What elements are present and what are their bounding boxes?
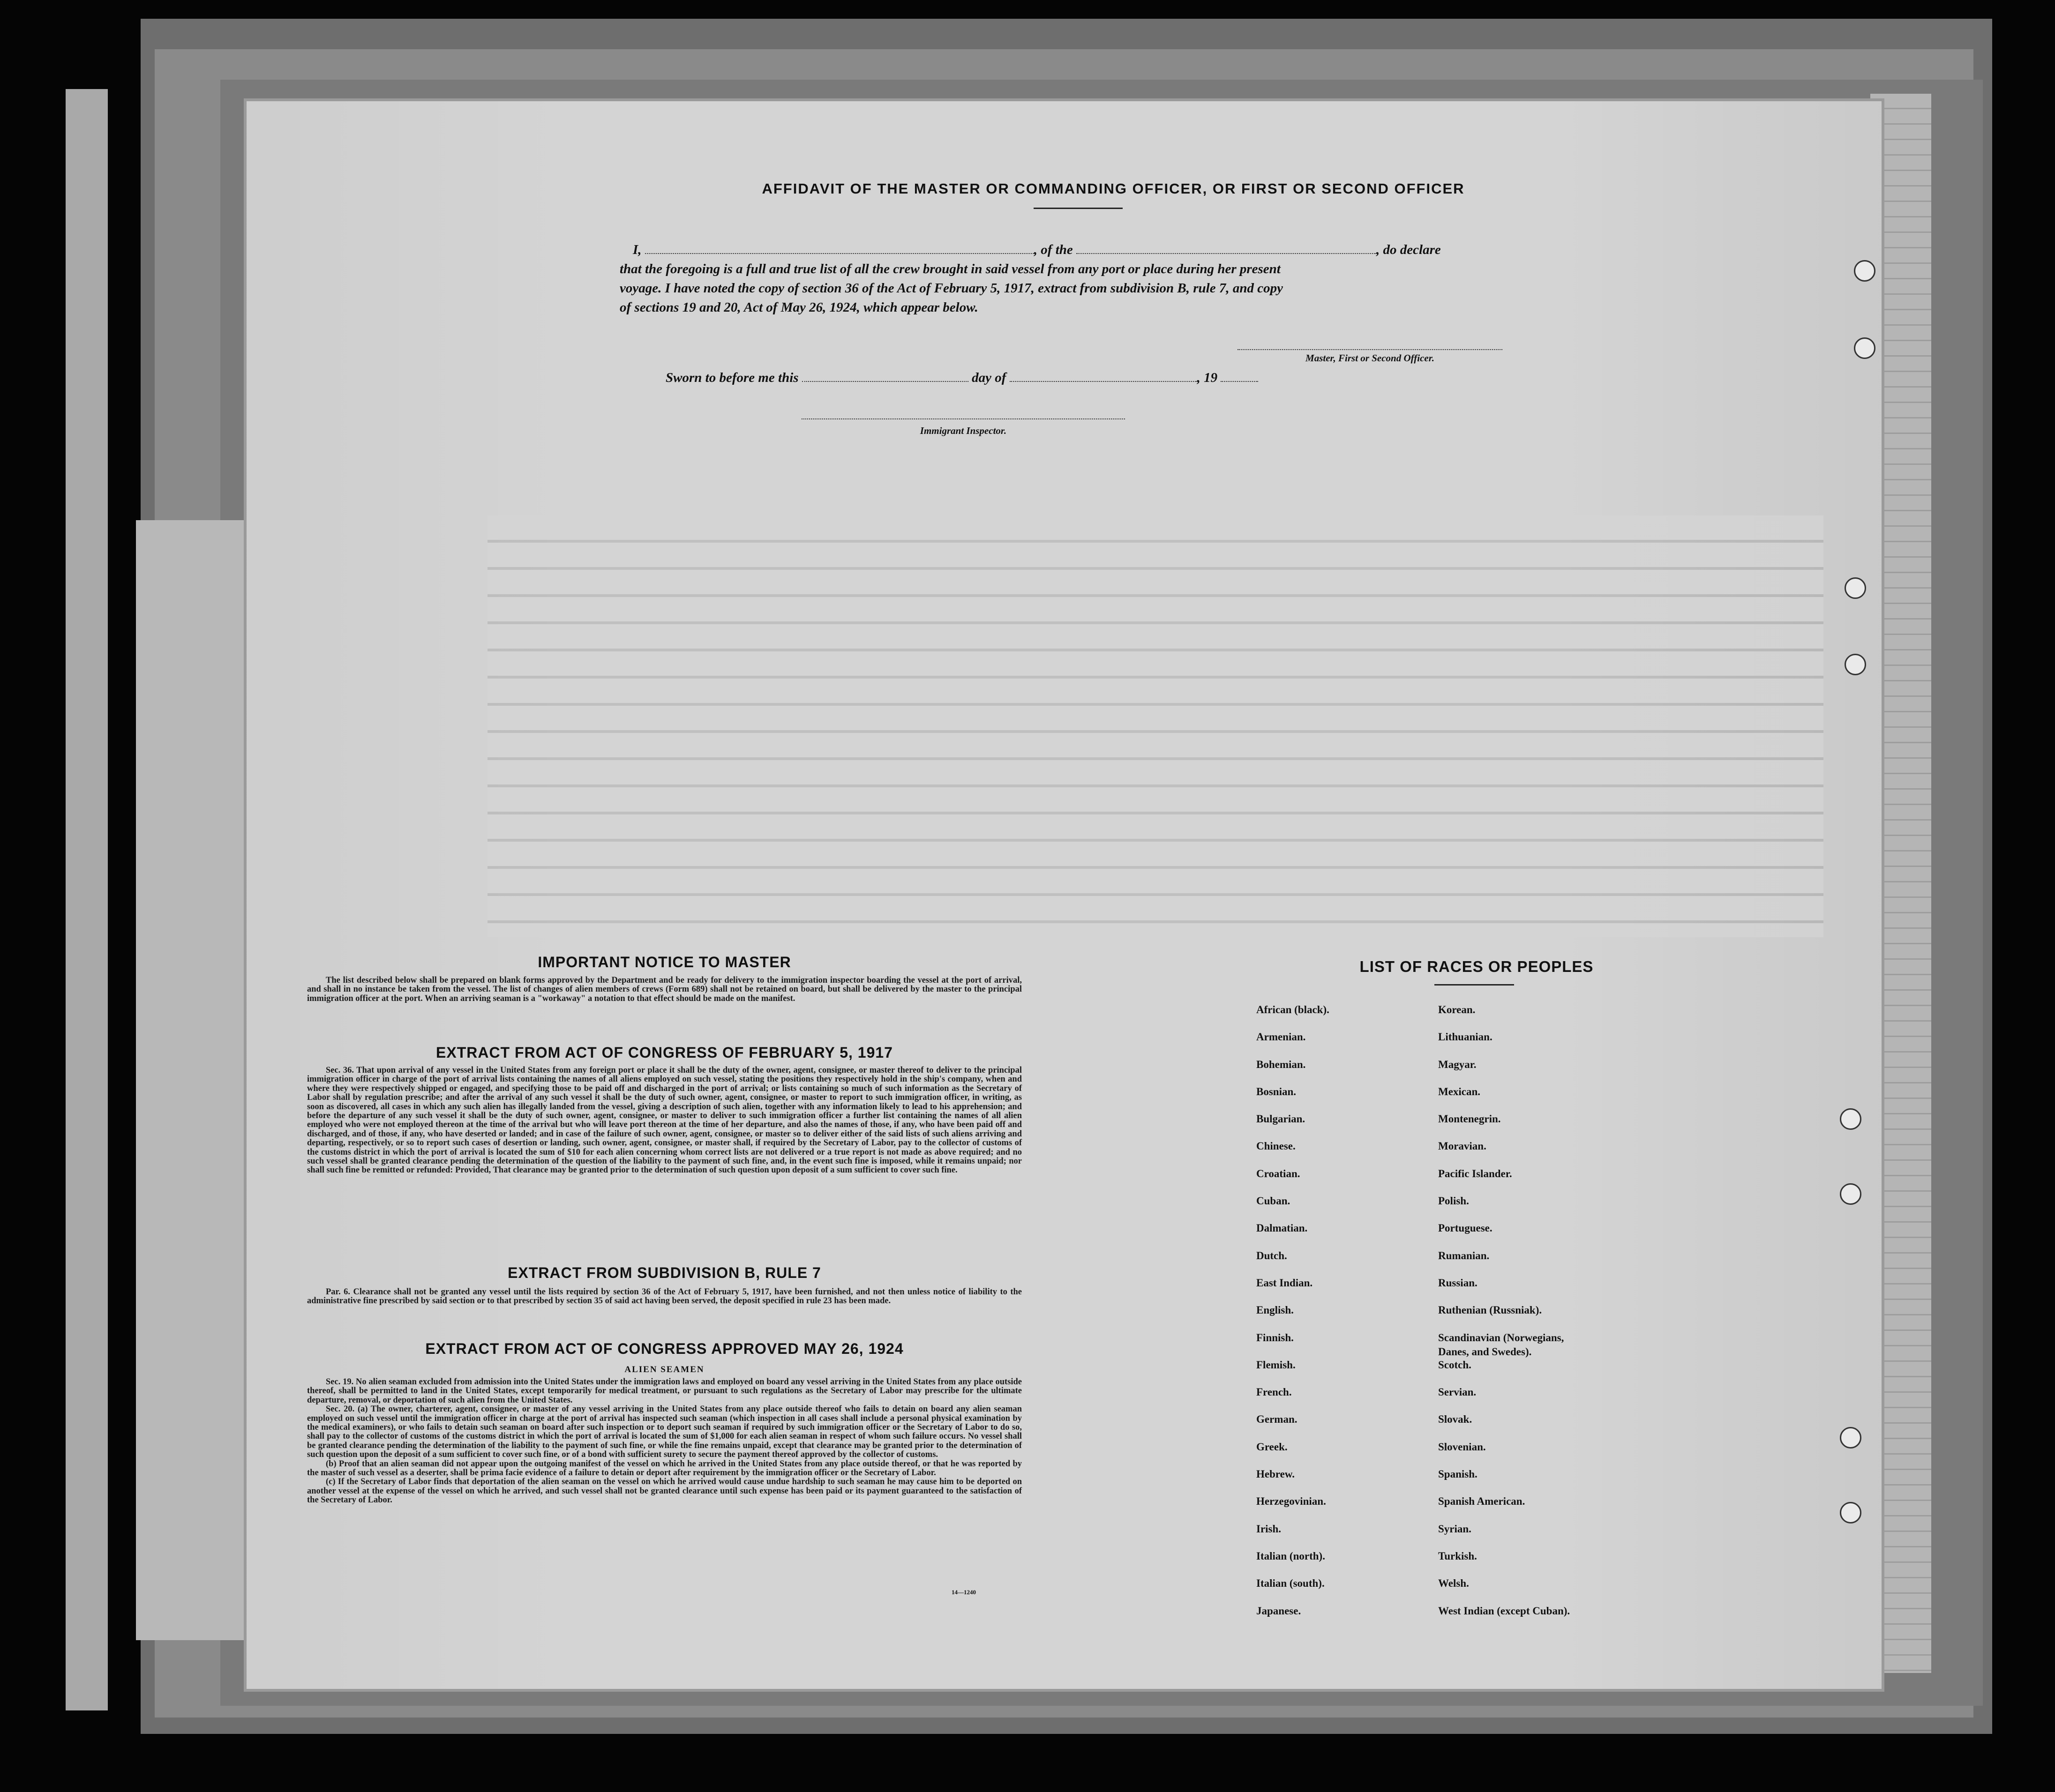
race-item: Armenian. (1256, 1031, 1306, 1043)
sworn-day-field[interactable] (802, 372, 968, 382)
officer-name-field[interactable] (645, 244, 1034, 254)
inspector-signature-line[interactable] (802, 418, 1125, 419)
master-caption: Master, First or Second Officer. (1305, 352, 1434, 364)
affidavit-title: AFFIDAVIT OF THE MASTER OR COMMANDING OFFICER, OR FIRST OR SECOND OFFICER (762, 180, 1465, 197)
race-item: Portuguese. (1438, 1222, 1492, 1234)
rule7-title: EXTRACT FROM SUBDIVISION B, RULE 7 (508, 1264, 821, 1281)
race-item: Welsh. (1438, 1577, 1469, 1590)
race-item: Spanish American. (1438, 1495, 1525, 1508)
form-number: 14—1240 (952, 1589, 976, 1596)
races-column-1 (1256, 1003, 1434, 1631)
race-item: German. (1256, 1413, 1298, 1426)
race-item: Syrian. (1438, 1523, 1471, 1535)
extract-1917-text: Sec. 36. That upon arrival of any vessel in the United States from any foreign port or place it shall be the duty of the owner, agent, consignee, or master thereof to deliver to the principal immigration officer in charge of the port of arrival lists containing the names of all aliens employed on such vessel, stating the positions they respectively hold in the ship's company, when and where they were respectively shipped or engaged, and specifying those to be paid off and discharged in the port of arrival; or lists containing so much of such information as the Secretary of Labor shall by regulation prescribe; and after the arrival of any such vessel it shall be the duty of such owner, agent, consignee, or master to report to such immigration officer, in writing, as soon as discovered, all cases in which any such alien has illegally landed from the vessel, giving a description of such alien, together with any information likely to lead to his apprehension; and before the departure of any such vessel it shall be the duty of such owner, agent, consignee, or master to deliver to such immigration officer a further list containing the names of all alien employed who were not employed thereon at the time of the arrival but who will leave port thereon at the time of her departure, and also the names of those, if any, who have been paid off and discharged, and of those, if any, who have deserted or landed; and in case of the failure of such owner, agent, consignee, or master so to deliver either of the said lists of such aliens arriving and departing, respectively, or so to report such cases of desertion or landing, such owner, agent, consignee, or master shall, if required by the Secretary of Labor, pay to the collector of customs of the customs district in which the port of arrival is located the sum of $10 for each alien concerning whom correct lists are not delivered or a true report is not made as above required; and no such vessel shall be granted clearance pending the determination of the question of the liability to the payment of such fine, and, in the event such fine is imposed, while it remains unpaid; nor shall such fine be remitted or refunded: Provided, That clearance may be granted prior to the determination of such question upon deposit of a sum sufficient to cover such fine. (307, 1066, 1022, 1175)
race-item: Flemish. (1256, 1359, 1296, 1371)
race-item: English. (1256, 1304, 1294, 1316)
affidavit-line1-i: I, (633, 242, 642, 257)
section-20c: (c) If the Secretary of Labor finds that deportation of the alien seaman on the vessel on which he arrived would cause undue hardship to such seaman he may cause him to be deported on another vessel at the expense of the vessel on which he arrived, and such vessel shall not be granted clearance until such expense has been paid or its payment guaranteed to the satisfaction of the Secretary of Labor. (307, 1477, 1022, 1505)
race-item: Japanese. (1256, 1605, 1301, 1617)
race-item: Polish. (1438, 1195, 1469, 1207)
race-item: Hebrew. (1256, 1468, 1295, 1480)
sworn-text: Sworn to before me this (666, 370, 799, 385)
section-20a: Sec. 20. (a) The owner, charterer, agent, consignee, or master of any vessel arriving in the United States from any place outside thereof who fails to detain on board any alien seaman employed on such vessel until the immigration officer in charge at the port of arrival has inspected such seaman (which inspection in all cases shall include a personal physical examination by the medical examiners), or who fails to detain such seaman on board after such inspection or to deport such seaman if required by such immigration officer or the Secretary of Labor to do so, shall pay to the collector of customs of the customs district in which the port of arrival is located the sum of $1,000 for each alien seaman in respect of whom such failure occurs. No vessel shall be granted clearance pending the determination of the liability to the payment of such fine, or while the fine remains unpaid, except that clearance may be granted prior to the determination of such question upon the deposit of a sum sufficient to cover such fine, or of a bond with sufficient surety to secure the payment thereof approved by the collector of customs. (307, 1404, 1022, 1460)
race-item: Herzegovinian. (1256, 1495, 1326, 1508)
notice-title: IMPORTANT NOTICE TO MASTER (538, 954, 791, 971)
race-item: Spanish. (1438, 1468, 1478, 1480)
race-item: Rumanian. (1438, 1249, 1490, 1262)
punch-hole (1840, 1427, 1861, 1449)
affidavit-line1-of: , of the (1034, 242, 1073, 257)
punch-hole (1840, 1108, 1861, 1130)
notice-text: The list described below shall be prepared on blank forms approved by the Department and be ready for delivery to the immigration inspector boarding the vessel at the port of arrival, and shall in no instance be taken from the vessel. The list of changes of alien members of crews (Form 689) shall not be retained on board, but shall be delivered by the master to the principal immigration officer at the port. When an arriving seaman is a "workaway" a notation to that effect should be made on the manifest. (307, 976, 1022, 1003)
punch-hole (1840, 1502, 1861, 1523)
race-item: Irish. (1256, 1523, 1282, 1535)
race-item: Cuban. (1256, 1195, 1290, 1207)
punch-hole (1840, 1183, 1861, 1205)
sworn-year-field[interactable] (1221, 372, 1258, 382)
race-item: Russian. (1438, 1277, 1478, 1289)
affidavit-line-3: voyage. I have noted the copy of section 36 of the Act of February 5, 1917, extract from subdivision B, rule 7, and copy (620, 281, 1283, 296)
extract-1924-title: EXTRACT FROM ACT OF CONGRESS APPROVED MAY 26, 1924 (425, 1340, 904, 1357)
race-item: Korean. (1438, 1004, 1476, 1015)
race-item: Dalmatian. (1256, 1222, 1308, 1234)
sworn-year-prefix: , 19 (1197, 370, 1218, 385)
title-rule (1034, 208, 1123, 209)
race-item: Croatian. (1256, 1167, 1300, 1180)
race-item: Bohemian. (1256, 1058, 1306, 1070)
races-column-2 (1438, 1003, 1635, 1631)
extract-1924-text (307, 1378, 1022, 1505)
extract-1917-title: EXTRACT FROM ACT OF CONGRESS OF FEBRUARY 5, 1917 (436, 1044, 893, 1061)
race-item: West Indian (except Cuban). (1438, 1605, 1570, 1617)
sworn-month-field[interactable] (1010, 372, 1197, 382)
race-item: African (black). (1256, 1004, 1329, 1015)
rule7-text: Par. 6. Clearance shall not be granted any vessel until the lists required by section 36 of the Act of February 5, 1917, have been furnished, and not then unless notice of liability to the administrative fine prescribed by said section or to that prescribed by section 35 of said act having been served, the deposit specified in rule 23 has been made. (307, 1287, 1022, 1306)
left-folded-sheet (136, 520, 258, 1640)
race-item: Scandinavian (Norwegians, Danes, and Swedes). (1438, 1331, 1564, 1358)
punch-hole (1854, 337, 1875, 359)
race-item: Ruthenian (Russniak). (1438, 1304, 1542, 1316)
race-item: Bulgarian. (1256, 1113, 1305, 1125)
vessel-name-field[interactable] (1076, 244, 1376, 254)
race-item: Magyar. (1438, 1058, 1477, 1070)
punch-hole (1845, 654, 1866, 675)
race-item: Scotch. (1438, 1359, 1471, 1371)
section-20b: (b) Proof that an alien seaman did not appear upon the outgoing manifest of the vessel on which he arrived in the United States from any place outside thereof, or that he was reported by the master of such vessel as a deserter, shall be prima facie evidence of a failure to detain or deport after requirement by the immigration officer or the Secretary of Labor. (307, 1459, 1022, 1478)
left-edge-sheet (66, 89, 108, 1710)
race-item: Montenegrin. (1438, 1113, 1501, 1125)
races-title-rule (1434, 984, 1514, 986)
race-item: Finnish. (1256, 1331, 1294, 1344)
affidavit-line-2: that the foregoing is a full and true list of all the crew brought in said vessel from any port or place during her present (620, 261, 1281, 276)
inspector-caption: Immigrant Inspector. (920, 425, 1007, 436)
race-item: Dutch. (1256, 1249, 1287, 1262)
punch-hole (1845, 577, 1866, 599)
bleed-through-crew-list (488, 515, 1823, 937)
race-item: Italian (south). (1256, 1577, 1325, 1590)
race-item: Turkish. (1438, 1550, 1477, 1562)
affidavit-line1-declare: , do declare (1376, 242, 1441, 257)
race-item: Bosnian. (1256, 1085, 1297, 1098)
race-item: Lithuanian. (1438, 1031, 1492, 1043)
race-item: Greek. (1256, 1441, 1288, 1453)
race-item: Slovak. (1438, 1413, 1472, 1426)
section-19: Sec. 19. No alien seaman excluded from admission into the United States under the immigration laws and employed on board any vessel arriving in the United States from any place outside thereof, shall be permitted to land in the United States, except temporarily for medical treatment, or pursuant to such regulations as the Secretary of Labor may prescribe for the ultimate departure, removal, or deportation of such alien from the United States. (307, 1377, 1022, 1405)
master-signature-line[interactable] (1238, 349, 1502, 350)
sworn-line (666, 368, 1369, 388)
punch-hole (1854, 260, 1875, 282)
races-title: LIST OF RACES OR PEOPLES (1359, 958, 1594, 975)
race-item: Slovenian. (1438, 1441, 1486, 1453)
affidavit-line-1 (633, 240, 1523, 260)
extract-1924-subtitle: ALIEN SEAMEN (624, 1365, 705, 1374)
race-item: French. (1256, 1386, 1292, 1398)
race-item: Italian (north). (1256, 1550, 1325, 1562)
affidavit-line-4: of sections 19 and 20, Act of May 26, 1924, which appear below. (620, 300, 978, 315)
race-item: East Indian. (1256, 1277, 1313, 1289)
race-item: Mexican. (1438, 1085, 1481, 1098)
sworn-day-of: day of (972, 370, 1006, 385)
race-item: Chinese. (1256, 1140, 1296, 1152)
race-item: Pacific Islander. (1438, 1167, 1512, 1180)
race-item: Servian. (1438, 1386, 1477, 1398)
race-item: Moravian. (1438, 1140, 1486, 1152)
